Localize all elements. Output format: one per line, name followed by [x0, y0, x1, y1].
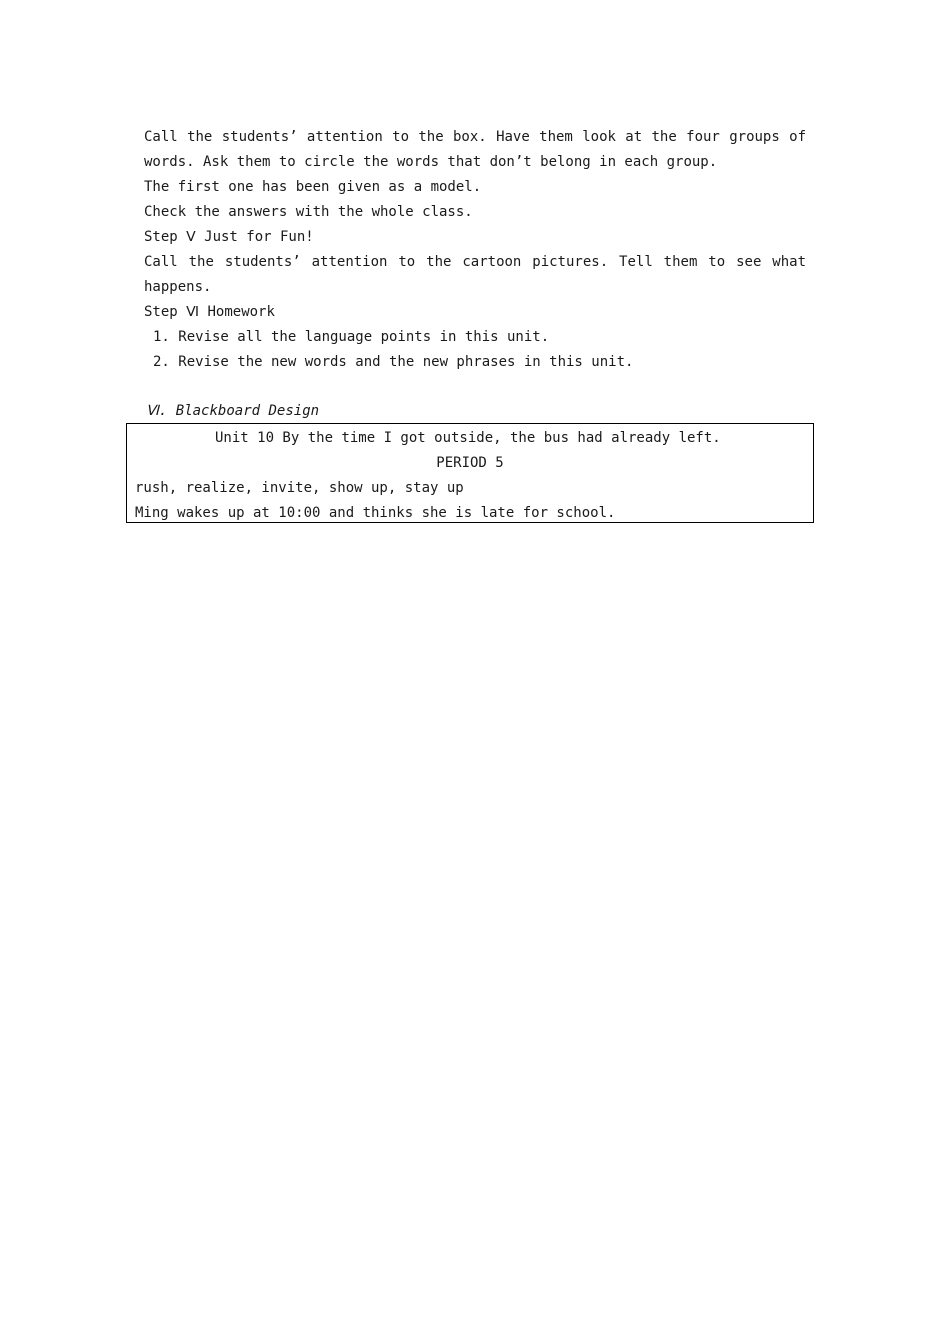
- homework-item-1: 1. Revise all the language points in this unit.: [153, 329, 550, 345]
- body-line-1: Call the students’ attention to the box. Have them look at the four groups of: [144, 129, 806, 145]
- body-line-4: Check the answers with the whole class.: [144, 204, 473, 220]
- blackboard-vocab: rush, realize, invite, show up, stay up: [135, 480, 464, 496]
- step-5-heading: Step Ⅴ Just for Fun!: [144, 229, 314, 245]
- blackboard-design-box: [126, 423, 814, 523]
- section-heading: Ⅵ. Blackboard Design: [146, 403, 320, 419]
- body-line-2: words. Ask them to circle the words that don’t belong in each group.: [144, 154, 718, 170]
- blackboard-period: PERIOD 5: [436, 455, 504, 471]
- homework-item-2: 2. Revise the new words and the new phrases in this unit.: [153, 354, 634, 370]
- body-line-7: happens.: [144, 279, 212, 295]
- body-line-6: Call the students’ attention to the cartoon pictures. Tell them to see what: [144, 254, 806, 270]
- body-line-3: The first one has been given as a model.: [144, 179, 482, 195]
- blackboard-title: Unit 10 By the time I got outside, the bus had already left.: [215, 430, 721, 446]
- blackboard-sentence: Ming wakes up at 10:00 and thinks she is late for school.: [135, 505, 616, 521]
- step-6-heading: Step Ⅵ Homework: [144, 304, 275, 320]
